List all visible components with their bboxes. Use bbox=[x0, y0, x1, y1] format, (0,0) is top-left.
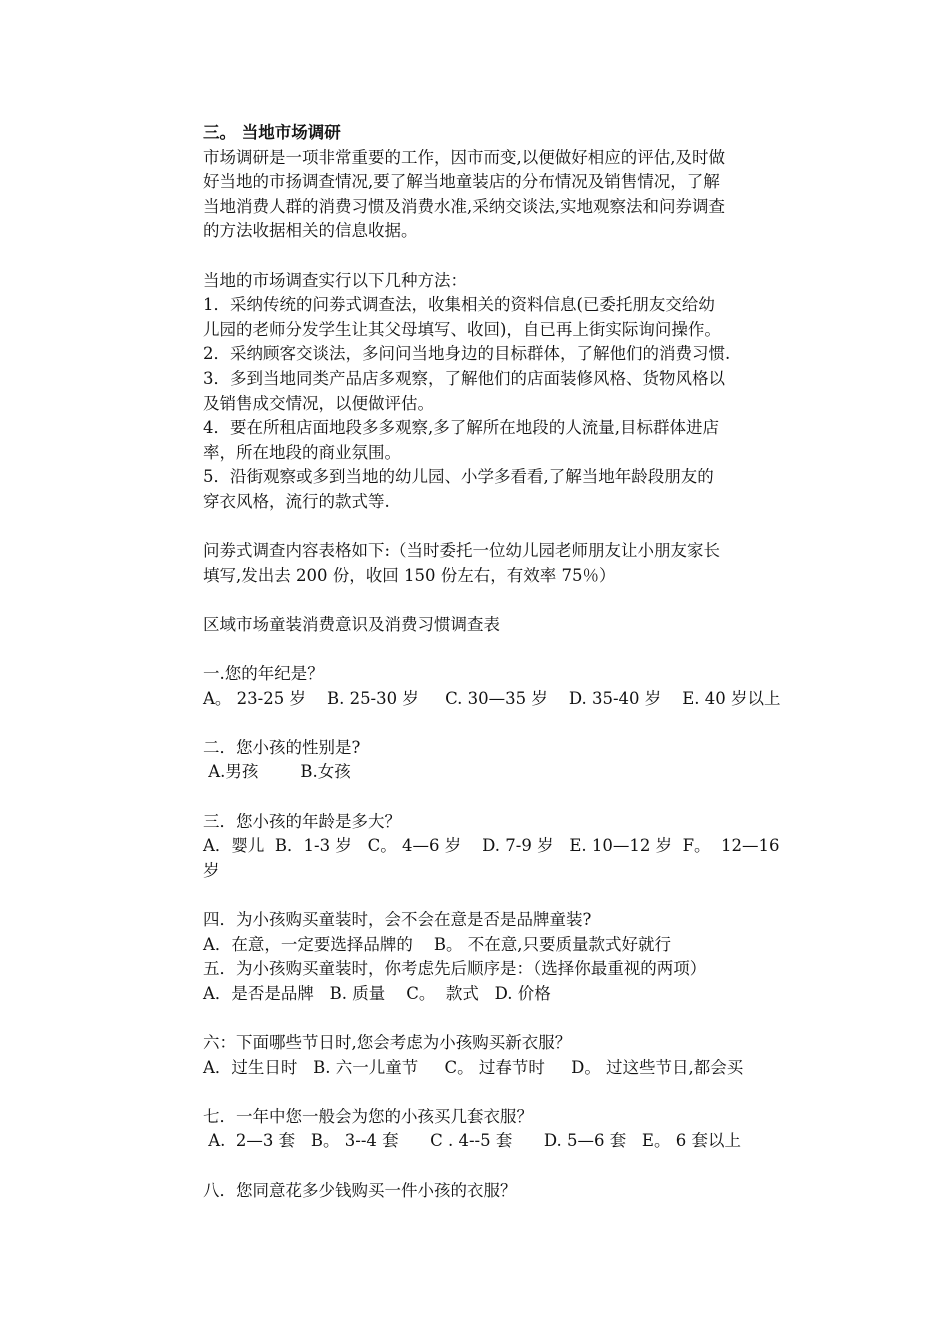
method-line: 1．采纳传统的问劵式调查法，收集相关的资料信息(已委托朋友交给幼 bbox=[203, 295, 715, 315]
intro-paragraph bbox=[203, 146, 823, 244]
spacer bbox=[203, 515, 823, 540]
question-options: A．婴儿 B．1-3 岁 C。 4—6 岁 D. 7-9 岁 E. 10—12 岁 F。 12—16 bbox=[203, 836, 780, 856]
method-line: 率，所在地段的商业氛围。 bbox=[203, 442, 401, 462]
question-text: 一.您的年纪是？ bbox=[203, 664, 324, 684]
question-options: A．是否是品牌 B. 质量 C。 款式 D. 价格 bbox=[203, 983, 551, 1003]
method-line: 及销售成交情况，以便做评估。 bbox=[203, 393, 434, 413]
question-options: A．在意，一定要选择品牌的 B。 不在意,只要质量款式好就行 bbox=[203, 934, 672, 954]
question-4 bbox=[203, 908, 823, 957]
method-line: 穿衣风格，流行的款式等. bbox=[203, 491, 390, 511]
methods-list bbox=[203, 293, 823, 514]
question-5 bbox=[203, 957, 823, 1006]
method-line: 3．多到当地同类产品店多观察，了解他们的店面装修风格、货物风格以 bbox=[203, 368, 725, 388]
question-3 bbox=[203, 810, 823, 884]
question-options: A. 2—3 套 B。 3--4 套 C . 4--5 套 D. 5—6 套 E。 6 套以上 bbox=[203, 1131, 741, 1151]
spacer bbox=[203, 588, 823, 613]
spacer bbox=[203, 244, 823, 269]
question-text: 八．您同意花多少钱购买一件小孩的衣服？ bbox=[203, 1180, 517, 1200]
intro-line: 好当地的市扬调查情况,要了解当地童装店的分布情况及销售情况，了解 bbox=[203, 172, 720, 192]
question-8 bbox=[203, 1179, 823, 1204]
intro-line: 市场调研是一项非常重要的工作，因市而变,以便做好相应的评估,及时做 bbox=[203, 147, 725, 167]
spacer bbox=[203, 1006, 823, 1031]
section-title: 三。 当地市场调研 bbox=[203, 123, 341, 142]
question-6 bbox=[203, 1031, 823, 1080]
question-2 bbox=[203, 736, 823, 785]
question-1 bbox=[203, 662, 823, 711]
survey-note bbox=[203, 539, 823, 588]
question-text: 四．为小孩购买童装时，会不会在意是否是品牌童装? bbox=[203, 910, 592, 929]
question-text: 六：下面哪些节日时,您会考虑为小孩购买新衣服？ bbox=[203, 1032, 572, 1052]
survey-title: 区域市场童装消费意识及消费习惯调查表 bbox=[203, 614, 500, 634]
question-text: 七．一年中您一般会为您的小孩买几套衣服？ bbox=[203, 1106, 533, 1126]
spacer bbox=[203, 711, 823, 736]
intro-line: 的方法收据相关的信息收据。 bbox=[203, 221, 418, 241]
method-line: 儿园的老师分发学生让其父母填写、收回)，自已再上街实际询问操作。 bbox=[203, 319, 721, 339]
survey-note-line: 问劵式调查内容表格如下:（当时委托一位幼儿园老师朋友让小朋友家长 bbox=[203, 541, 721, 561]
method-line: 2．采纳顾客交谈法，多问问当地身边的目标群体，了解他们的消费习惯. bbox=[203, 344, 731, 364]
question-7 bbox=[203, 1105, 823, 1154]
question-options: A．过生日时 B. 六一儿童节 C。 过春节时 D。 过这些节日,都会买 bbox=[203, 1057, 744, 1077]
question-options: 岁 bbox=[203, 860, 220, 880]
document-page bbox=[203, 121, 823, 1203]
methods-lead: 当地的市场调查实行以下几种方法： bbox=[203, 270, 467, 290]
method-line: 4．要在所租店面地段多多观察,多了解所在地段的人流量,目标群体进店 bbox=[203, 418, 719, 438]
spacer bbox=[203, 1080, 823, 1105]
spacer bbox=[203, 883, 823, 908]
spacer bbox=[203, 637, 823, 662]
spacer bbox=[203, 1154, 823, 1179]
intro-line: 当地消费人群的消费习惯及消费水准,采纳交谈法,实地观察法和问券调查 bbox=[203, 196, 725, 216]
question-options: A.男孩 B.女孩 bbox=[203, 762, 351, 782]
question-text: 五．为小孩购买童装时，你考虑先后顺序是：（选择你最重视的两项） bbox=[203, 959, 707, 979]
survey-note-line: 填写,发出去 200 份，收回 150 份左右，有效率 75％） bbox=[203, 565, 616, 585]
method-line: 5．沿街观察或多到当地的幼儿园、小学多看看,了解当地年龄段朋友的 bbox=[203, 467, 714, 487]
question-text: 二．您小孩的性别是? bbox=[203, 737, 361, 757]
question-options: A。 23-25 岁 B. 25-30 岁 C. 30—35 岁 D. 35-40 岁 E. 40 岁以上 bbox=[203, 688, 781, 708]
spacer bbox=[203, 785, 823, 810]
question-text: 三．您小孩的年龄是多大？ bbox=[203, 811, 401, 831]
